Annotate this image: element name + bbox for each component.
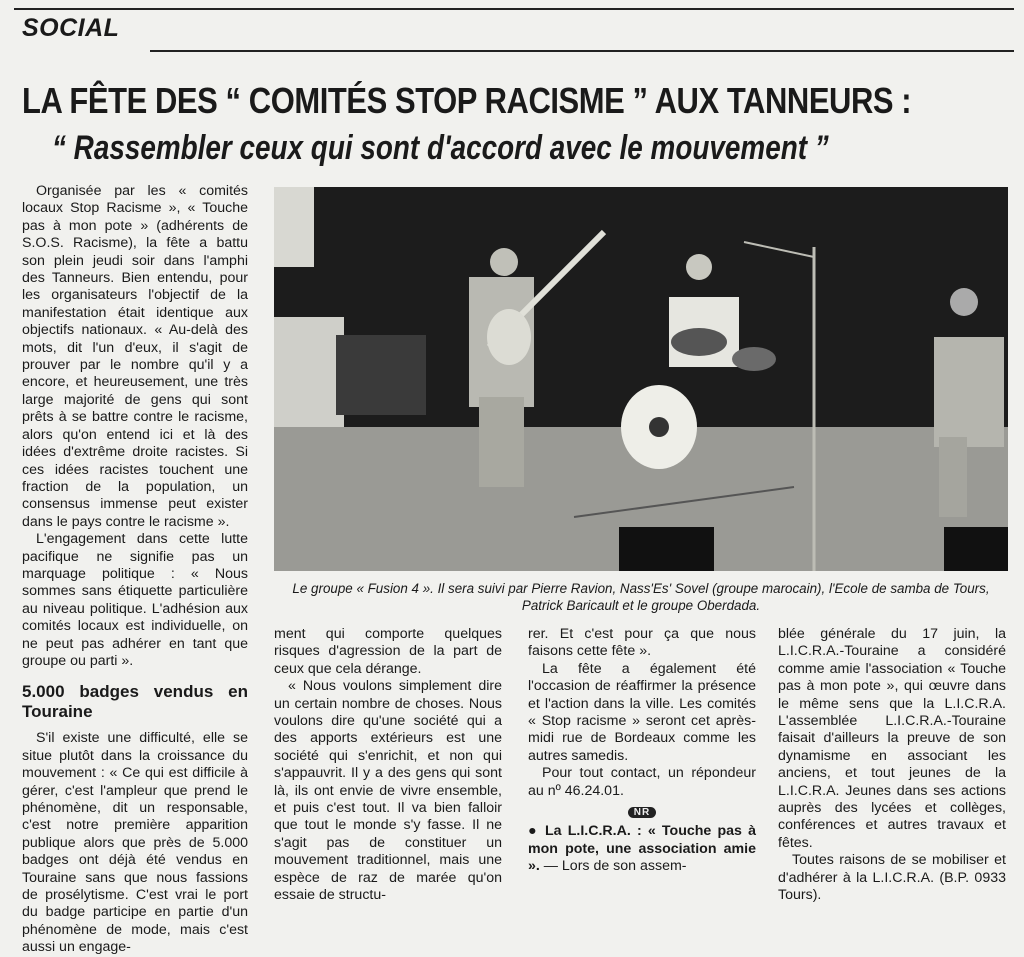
section-subtitle: 5.000 badges vendus en Touraine [22,682,248,722]
headline: LA FÊTE DES “ COMITÉS STOP RACISME ” AUX TANNEURS : [22,80,912,121]
separator-mark [528,803,756,820]
paragraph: Toutes raisons de se mobiliser et d'adhérer à la L.I.C.R.A. (B.P. 0933 Tours). [778,852,1006,904]
article-column-3 [528,626,756,876]
paragraph: rer. Et c'est pour ça que nous faisons cette fête ». [528,626,756,660]
paragraph: La fête a également été l'occasion de réaffirmer la présence et l'action dans la ville. Les comités « Stop racisme » seront cet après-midi rue de Bordeaux comme les autres samedis. [528,660,756,764]
paragraph [528,823,756,875]
paragraph: ment qui comporte quelques risques d'agression de la part de ceux que cela dérange. [274,626,502,677]
subheadline: “ Rassembler ceux qui sont d'accord avec le mouvement ” [52,129,829,167]
photo-caption: Le groupe « Fusion 4 ». Il sera suivi par Pierre Ravion, Nass'Es' Sovel (groupe marocain), l'Ecole de samba de Tours, Patrick Baricault et le groupe Oberdada. [292,581,990,613]
paragraph: S'il existe une difficulté, elle se situe plutôt dans la croissance du mouvement : « Ce qui est difficile à gérer, c'est l'ampleur que prend le phénomène, dit un responsable, c'est notre première apparition publique alors que près de 5.000 badges ont déjà été vendus en Touraine sans que nous fassions de prosélytisme. C'est vrai le port du badge participe en partie d'un phénomène de mode, mais c'est aussi un engage- [22,730,248,956]
section-rule [150,50,1014,52]
bullet-heading: ● La L.I.C.R.A. : « Touche pas à mon pote, une association amie ». [528,823,756,875]
band-on-stage-image [274,187,1008,571]
concert-photo [274,187,1008,571]
paragraph: L'engagement dans cette lutte pacifique ne signifie pas un marquage politique : « Nous sommes sans étiquette particulière au niveau politique. L'adhésion aux comités locaux est individuelle, on ne peut pas adhérer en tant que groupe ou parti ». [22,531,248,669]
paragraph: Organisée par les « comités locaux Stop Racisme », « Touche pas à mon pote » (adhérents de S.O.S. Racisme), la fête a battu son plein jeudi soir dans l'amphi des Tanneurs. Bien entendu, pour les organisateurs l'objectif de la manifestation était identique aux objectifs nationaux. « Au-delà des mots, dit l'un d'eux, il s'agit de prouver par le nombre qu'il y a encore, et heureusement, une très large majorité de gens qui sont prêts à se battre contre le racisme, alors qu'on entend ici et là des idées d'extrême droite racistes. Si ces idées racistes touchent une fraction de la population, un consensus immense peut exister dans le pays contre le racisme ». [22,183,248,530]
article-column-1 [22,183,248,957]
paragraph: blée générale du 17 juin, la L.I.C.R.A.-Touraine a considéré comme amie l'association « Touche pas à mon pote », qui œuvre dans le même sens que la L.I.C.R.A. L'assemblée L.I.C.R.A.-Touraine faisait d'ailleurs la preuve de son dynamisme en associant les anciens, et tout jeunes de la L.I.C.R.A. Jeunes dans ses actions auprès des lycées et collèges, conférences et autres travaux et fêtes. [778,626,1006,851]
article-column-4 [778,626,1006,905]
paragraph: Pour tout contact, un répondeur au nº 46.24.01. [528,765,756,799]
top-rule [14,8,1014,10]
section-label: SOCIAL [22,14,120,42]
newspaper-logo: NR [628,807,656,818]
paragraph: « Nous voulons simplement dire un certain nombre de choses. Nous voulons dire qu'une société qui a des apports extérieurs est une société qui s'enrichit, et non qui s'appauvrit. Il y a des gens qui sont là, ils ont envie de vivre ensemble, et puis c'est tout. Il va bien falloir que tout le monde s'y fasse. Il ne s'agit pas de constituer un mouvement traditionnel, mais une espèce de raz de marée qu'on essaie de structu- [274,678,502,904]
bullet-text: — Lors de son assem- [539,858,687,875]
article-column-2 [274,626,502,905]
